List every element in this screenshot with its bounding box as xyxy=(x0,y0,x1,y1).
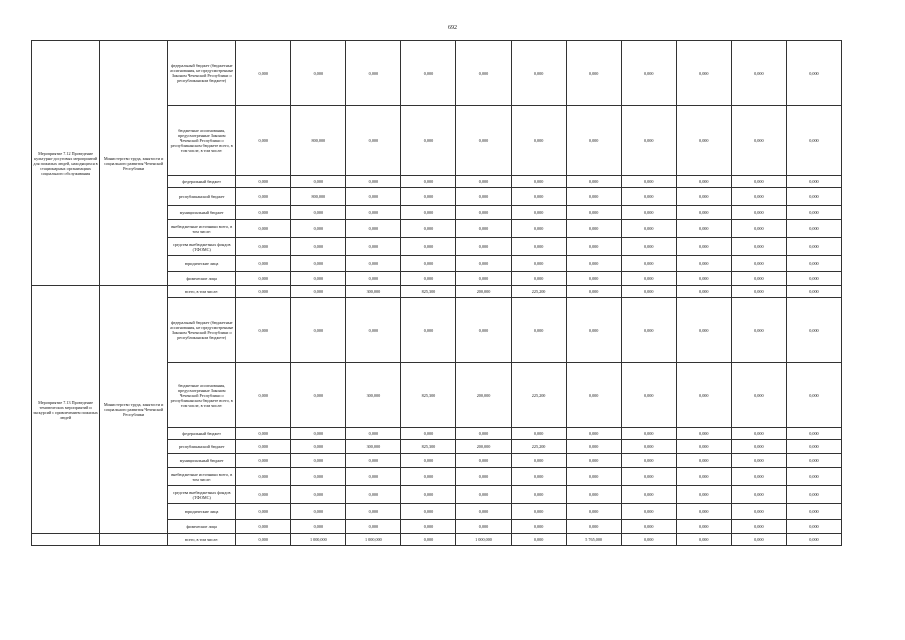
value-cell: 0,000 xyxy=(676,440,731,454)
value-cell: 0,000 xyxy=(291,468,346,486)
value-cell: 0,000 xyxy=(401,41,456,106)
value-cell: 0,000 xyxy=(786,298,841,363)
value-cell: 0,000 xyxy=(236,534,291,546)
value-cell: 0,000 xyxy=(786,520,841,534)
value-cell: 0,000 xyxy=(401,298,456,363)
value-cell: 0,000 xyxy=(786,220,841,238)
value-cell: 0,000 xyxy=(566,106,621,176)
value-cell: 0,000 xyxy=(401,486,456,504)
source-cell: внебюджетные источники всего, в том числе: xyxy=(168,468,236,486)
value-cell: 0,000 xyxy=(676,272,731,286)
value-cell: 0,000 xyxy=(236,286,291,298)
source-cell: средства внебюджетных фондов (ТФОМС) xyxy=(168,238,236,256)
value-cell: 0,000 xyxy=(621,272,676,286)
value-cell: 1 000,000 xyxy=(346,534,401,546)
value-cell: 0,000 xyxy=(456,272,511,286)
value-cell: 0,000 xyxy=(511,428,566,440)
value-cell: 0,000 xyxy=(566,486,621,504)
source-cell: бюджетные ассигнования, предусмотренные Законом Чеченской Республики о республиканском бюджете всего, в том числе, в том числе: xyxy=(168,106,236,176)
value-cell: 0,000 xyxy=(621,238,676,256)
value-cell: 0,000 xyxy=(456,206,511,220)
value-cell: 0,000 xyxy=(676,41,731,106)
value-cell: 0,000 xyxy=(456,468,511,486)
source-cell: внебюджетные источники всего, в том числе: xyxy=(168,220,236,238)
value-cell: 0,000 xyxy=(346,520,401,534)
source-cell: федеральный бюджет xyxy=(168,428,236,440)
value-cell: 0,000 xyxy=(291,238,346,256)
value-cell: 0,000 xyxy=(786,286,841,298)
value-cell: 0,000 xyxy=(346,272,401,286)
source-cell: федеральный бюджет (бюджетные ассигнования, не предусмотренные Законом Чеченской Республики о республиканском бюджете) xyxy=(168,298,236,363)
value-cell: 0,000 xyxy=(731,520,786,534)
value-cell: 0,000 xyxy=(346,206,401,220)
value-cell: 0,000 xyxy=(456,176,511,188)
source-cell: всего, в том числе: xyxy=(168,534,236,546)
value-cell: 0,000 xyxy=(456,298,511,363)
value-cell: 0,000 xyxy=(731,41,786,106)
value-cell: 0,000 xyxy=(401,428,456,440)
value-cell: 0,000 xyxy=(401,256,456,272)
value-cell: 0,000 xyxy=(731,206,786,220)
value-cell: 0,000 xyxy=(511,534,566,546)
value-cell: 0,000 xyxy=(676,486,731,504)
value-cell: 0,000 xyxy=(236,504,291,520)
value-cell: 0,000 xyxy=(731,298,786,363)
value-cell: 0,000 xyxy=(346,176,401,188)
value-cell: 0,000 xyxy=(291,440,346,454)
value-cell: 0,000 xyxy=(511,454,566,468)
value-cell: 0,000 xyxy=(236,468,291,486)
value-cell: 0,000 xyxy=(621,41,676,106)
value-cell: 0,000 xyxy=(346,298,401,363)
value-cell: 0,000 xyxy=(731,468,786,486)
activity-cell: Мероприятие 7.13 Проведение тематических мероприятий и экскурсий с привлечением пожилых людей xyxy=(32,286,100,534)
value-cell: 0,000 xyxy=(566,256,621,272)
value-cell: 0,000 xyxy=(621,220,676,238)
value-cell: 0,000 xyxy=(621,256,676,272)
value-cell: 0,000 xyxy=(566,520,621,534)
value-cell: 0,000 xyxy=(511,256,566,272)
value-cell: 0,000 xyxy=(731,486,786,504)
value-cell: 0,000 xyxy=(236,454,291,468)
value-cell: 0,000 xyxy=(566,504,621,520)
activity-cell: Мероприятие 7.12 Проведение культурно-досуговых мероприятий для пожилых людей, находящихся в стационарных организациях социального обслуживания xyxy=(32,41,100,286)
value-cell: 0,000 xyxy=(786,176,841,188)
value-cell: 0,000 xyxy=(346,504,401,520)
value-cell: 0,000 xyxy=(456,188,511,206)
value-cell: 0,000 xyxy=(511,238,566,256)
source-cell: всего, в том числе: xyxy=(168,286,236,298)
value-cell: 0,000 xyxy=(566,363,621,428)
value-cell: 0,000 xyxy=(676,428,731,440)
source-cell: средства внебюджетных фондов (ТФОМС) xyxy=(168,486,236,504)
value-cell: 0,000 xyxy=(621,363,676,428)
value-cell: 0,000 xyxy=(621,298,676,363)
value-cell: 0,000 xyxy=(621,428,676,440)
value-cell: 0,000 xyxy=(236,41,291,106)
value-cell: 0,000 xyxy=(676,363,731,428)
value-cell: 0,000 xyxy=(731,534,786,546)
table-row xyxy=(32,286,842,298)
value-cell: 0,000 xyxy=(786,41,841,106)
value-cell: 0,000 xyxy=(731,363,786,428)
value-cell: 225,200 xyxy=(511,363,566,428)
value-cell: 0,000 xyxy=(236,298,291,363)
value-cell: 0,000 xyxy=(456,520,511,534)
value-cell: 0,000 xyxy=(236,520,291,534)
value-cell: 0,000 xyxy=(456,428,511,440)
value-cell: 0,000 xyxy=(401,188,456,206)
value-cell: 0,000 xyxy=(676,238,731,256)
value-cell: 0,000 xyxy=(621,106,676,176)
value-cell: 0,000 xyxy=(401,272,456,286)
organization-cell xyxy=(100,534,168,546)
value-cell: 0,000 xyxy=(566,468,621,486)
value-cell: 0,000 xyxy=(291,206,346,220)
value-cell: 0,000 xyxy=(236,363,291,428)
value-cell: 300,000 xyxy=(346,363,401,428)
value-cell: 0,000 xyxy=(511,298,566,363)
value-cell: 0,000 xyxy=(621,188,676,206)
value-cell: 0,000 xyxy=(731,176,786,188)
value-cell: 0,000 xyxy=(786,188,841,206)
value-cell: 0,000 xyxy=(731,272,786,286)
value-cell: 800,000 xyxy=(291,188,346,206)
value-cell: 0,000 xyxy=(786,440,841,454)
value-cell: 0,000 xyxy=(456,454,511,468)
value-cell: 0,000 xyxy=(291,520,346,534)
value-cell: 0,000 xyxy=(621,486,676,504)
value-cell: 0,000 xyxy=(401,238,456,256)
value-cell: 0,000 xyxy=(566,176,621,188)
value-cell: 0,000 xyxy=(621,504,676,520)
source-cell: федеральный бюджет (бюджетные ассигнования, не предусмотренные Законом Чеченской Республики о республиканском бюджете) xyxy=(168,41,236,106)
value-cell: 0,000 xyxy=(236,206,291,220)
source-cell: физические лица xyxy=(168,520,236,534)
value-cell: 0,000 xyxy=(786,256,841,272)
value-cell: 0,000 xyxy=(566,298,621,363)
value-cell: 0,000 xyxy=(511,520,566,534)
value-cell: 825,300 xyxy=(401,440,456,454)
value-cell: 0,000 xyxy=(291,256,346,272)
value-cell: 0,000 xyxy=(676,188,731,206)
value-cell: 0,000 xyxy=(236,486,291,504)
value-cell: 0,000 xyxy=(401,520,456,534)
value-cell: 0,000 xyxy=(236,238,291,256)
value-cell: 0,000 xyxy=(566,220,621,238)
value-cell: 0,000 xyxy=(236,256,291,272)
value-cell: 0,000 xyxy=(786,534,841,546)
value-cell: 0,000 xyxy=(346,486,401,504)
value-cell: 0,000 xyxy=(786,206,841,220)
value-cell: 825,300 xyxy=(401,363,456,428)
value-cell: 0,000 xyxy=(291,486,346,504)
value-cell: 0,000 xyxy=(346,106,401,176)
value-cell: 0,000 xyxy=(346,238,401,256)
value-cell: 0,000 xyxy=(291,220,346,238)
value-cell: 0,000 xyxy=(731,106,786,176)
value-cell: 0,000 xyxy=(786,468,841,486)
value-cell: 0,000 xyxy=(291,454,346,468)
table-row xyxy=(32,41,842,106)
value-cell: 0,000 xyxy=(566,454,621,468)
value-cell: 0,000 xyxy=(456,486,511,504)
value-cell: 225,200 xyxy=(511,440,566,454)
organization-cell: Министерство труда, занятости и социального развития Чеченской Республики xyxy=(100,286,168,534)
value-cell: 0,000 xyxy=(676,256,731,272)
source-cell: физические лица xyxy=(168,272,236,286)
value-cell: 0,000 xyxy=(676,298,731,363)
value-cell: 0,000 xyxy=(676,504,731,520)
value-cell: 0,000 xyxy=(291,176,346,188)
source-cell: муниципальный бюджет xyxy=(168,206,236,220)
value-cell: 0,000 xyxy=(236,176,291,188)
value-cell: 0,000 xyxy=(676,520,731,534)
value-cell: 0,000 xyxy=(621,468,676,486)
value-cell: 0,000 xyxy=(676,106,731,176)
value-cell: 0,000 xyxy=(511,486,566,504)
value-cell: 0,000 xyxy=(511,176,566,188)
value-cell: 0,000 xyxy=(676,206,731,220)
value-cell: 0,000 xyxy=(566,188,621,206)
value-cell: 0,000 xyxy=(731,256,786,272)
value-cell: 0,000 xyxy=(401,504,456,520)
value-cell: 200,000 xyxy=(456,363,511,428)
source-cell: юридические лица xyxy=(168,256,236,272)
value-cell: 200,000 xyxy=(456,286,511,298)
value-cell: 0,000 xyxy=(511,106,566,176)
value-cell: 0,000 xyxy=(731,504,786,520)
value-cell: 0,000 xyxy=(291,428,346,440)
value-cell: 0,000 xyxy=(291,286,346,298)
value-cell: 0,000 xyxy=(566,41,621,106)
value-cell: 0,000 xyxy=(621,454,676,468)
value-cell: 0,000 xyxy=(566,286,621,298)
value-cell: 0,000 xyxy=(621,176,676,188)
value-cell: 0,000 xyxy=(566,272,621,286)
value-cell: 0,000 xyxy=(731,220,786,238)
value-cell: 0,000 xyxy=(621,534,676,546)
value-cell: 0,000 xyxy=(236,220,291,238)
value-cell: 1 000,000 xyxy=(456,534,511,546)
value-cell: 0,000 xyxy=(676,286,731,298)
value-cell: 0,000 xyxy=(456,106,511,176)
value-cell: 0,000 xyxy=(236,106,291,176)
value-cell: 0,000 xyxy=(731,454,786,468)
value-cell: 0,000 xyxy=(511,188,566,206)
value-cell: 0,000 xyxy=(346,428,401,440)
value-cell: 0,000 xyxy=(401,454,456,468)
value-cell: 0,000 xyxy=(291,504,346,520)
value-cell: 0,000 xyxy=(511,468,566,486)
value-cell: 0,000 xyxy=(621,440,676,454)
value-cell: 0,000 xyxy=(786,504,841,520)
value-cell: 0,000 xyxy=(676,468,731,486)
value-cell: 0,000 xyxy=(621,520,676,534)
value-cell: 0,000 xyxy=(676,220,731,238)
value-cell: 0,000 xyxy=(401,106,456,176)
value-cell: 225,200 xyxy=(511,286,566,298)
value-cell: 0,000 xyxy=(346,256,401,272)
value-cell: 0,000 xyxy=(676,454,731,468)
value-cell: 0,000 xyxy=(346,468,401,486)
value-cell: 0,000 xyxy=(731,238,786,256)
value-cell: 0,000 xyxy=(456,41,511,106)
value-cell: 0,000 xyxy=(731,286,786,298)
value-cell: 0,000 xyxy=(291,272,346,286)
value-cell: 0,000 xyxy=(401,176,456,188)
value-cell: 0,000 xyxy=(621,286,676,298)
source-cell: республиканский бюджет xyxy=(168,440,236,454)
value-cell: 300,000 xyxy=(346,286,401,298)
value-cell: 0,000 xyxy=(401,534,456,546)
value-cell: 0,000 xyxy=(236,440,291,454)
value-cell: 0,000 xyxy=(346,188,401,206)
value-cell: 0,000 xyxy=(346,41,401,106)
value-cell: 0,000 xyxy=(456,504,511,520)
value-cell: 0,000 xyxy=(511,206,566,220)
value-cell: 0,000 xyxy=(456,220,511,238)
source-cell: федеральный бюджет xyxy=(168,176,236,188)
source-cell: юридические лица xyxy=(168,504,236,520)
value-cell: 800,000 xyxy=(291,106,346,176)
source-cell: муниципальный бюджет xyxy=(168,454,236,468)
value-cell: 0,000 xyxy=(401,468,456,486)
value-cell: 0,000 xyxy=(511,41,566,106)
value-cell: 0,000 xyxy=(511,272,566,286)
value-cell: 0,000 xyxy=(456,256,511,272)
value-cell: 0,000 xyxy=(346,454,401,468)
value-cell: 0,000 xyxy=(346,220,401,238)
value-cell: 0,000 xyxy=(236,272,291,286)
value-cell: 0,000 xyxy=(456,238,511,256)
value-cell: 0,000 xyxy=(731,440,786,454)
value-cell: 0,000 xyxy=(786,238,841,256)
table-row xyxy=(32,534,842,546)
value-cell: 1 000,000 xyxy=(291,534,346,546)
value-cell: 0,000 xyxy=(511,504,566,520)
value-cell: 200,000 xyxy=(456,440,511,454)
value-cell: 0,000 xyxy=(786,428,841,440)
value-cell: 0,000 xyxy=(291,298,346,363)
activity-cell xyxy=(32,534,100,546)
value-cell: 0,000 xyxy=(786,454,841,468)
source-cell: республиканский бюджет xyxy=(168,188,236,206)
page-number: 692 xyxy=(448,25,457,31)
value-cell: 0,000 xyxy=(511,220,566,238)
value-cell: 300,000 xyxy=(346,440,401,454)
value-cell: 0,000 xyxy=(676,176,731,188)
value-cell: 0,000 xyxy=(566,206,621,220)
value-cell: 0,000 xyxy=(731,188,786,206)
value-cell: 0,000 xyxy=(786,106,841,176)
value-cell: 0,000 xyxy=(786,486,841,504)
value-cell: 0,000 xyxy=(236,188,291,206)
value-cell: 0,000 xyxy=(401,206,456,220)
value-cell: 5 765,000 xyxy=(566,534,621,546)
value-cell: 0,000 xyxy=(566,238,621,256)
source-cell: бюджетные ассигнования, предусмотренные Законом Чеченской Республики о республиканском бюджете всего, в том числе, в том числе: xyxy=(168,363,236,428)
value-cell: 0,000 xyxy=(401,220,456,238)
organization-cell: Министерство труда, занятости и социального развития Чеченской Республики xyxy=(100,41,168,286)
value-cell: 825,300 xyxy=(401,286,456,298)
value-cell: 0,000 xyxy=(731,428,786,440)
value-cell: 0,000 xyxy=(236,428,291,440)
value-cell: 0,000 xyxy=(786,363,841,428)
value-cell: 0,000 xyxy=(291,363,346,428)
value-cell: 0,000 xyxy=(291,41,346,106)
value-cell: 0,000 xyxy=(566,428,621,440)
budget-table xyxy=(31,40,842,546)
value-cell: 0,000 xyxy=(676,534,731,546)
value-cell: 0,000 xyxy=(566,440,621,454)
value-cell: 0,000 xyxy=(786,272,841,286)
value-cell: 0,000 xyxy=(621,206,676,220)
